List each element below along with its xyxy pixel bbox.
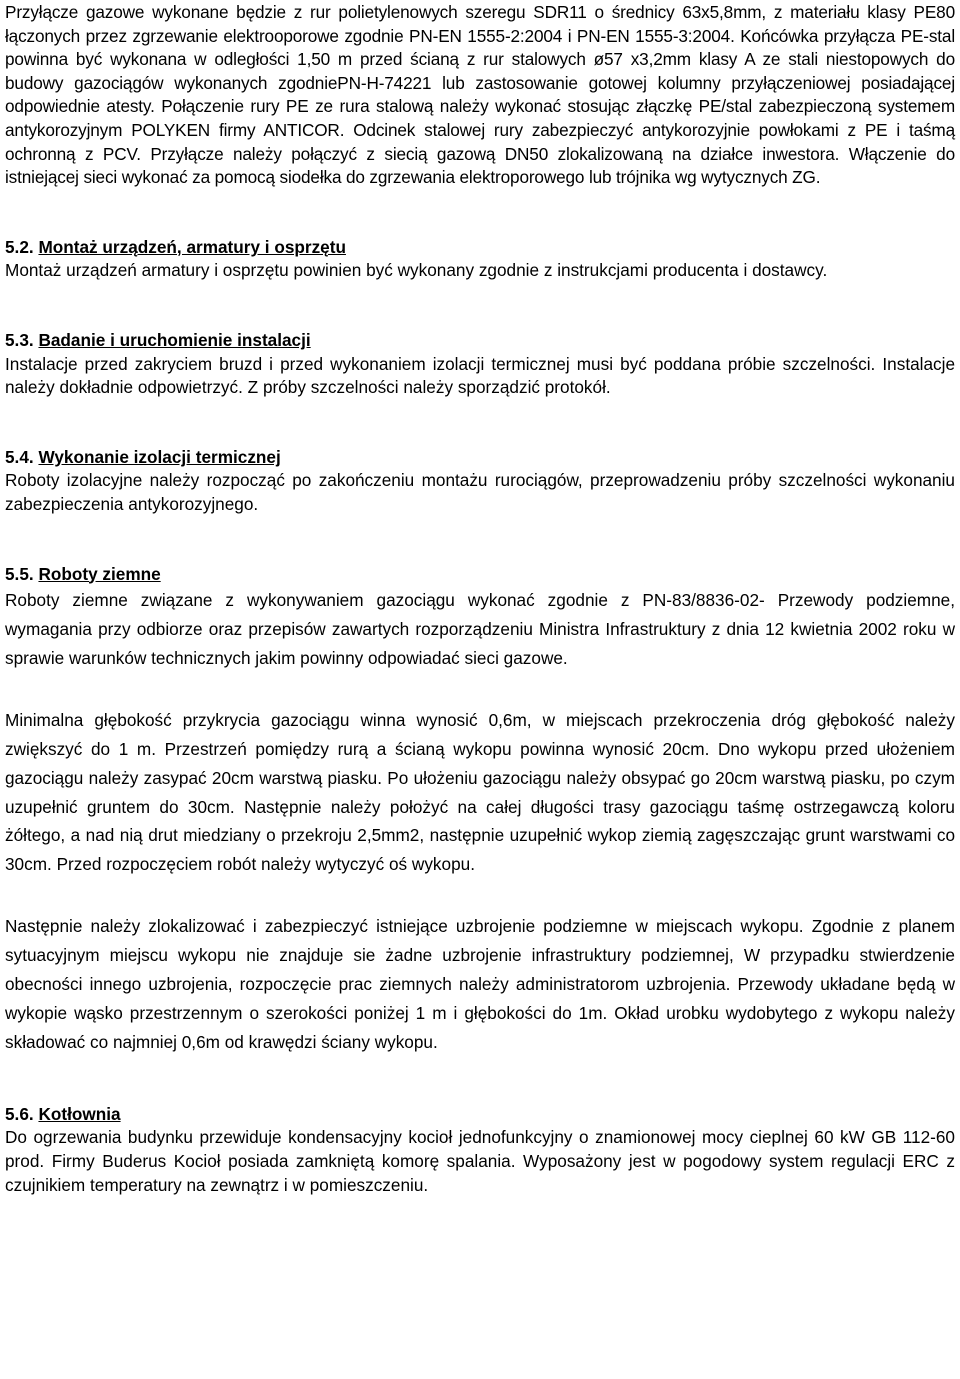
spacer: [5, 879, 955, 912]
section-paragraph: Minimalna głębokość przykrycia gazociągu winna wynosić 0,6m, w miejscach przekroczenia dróg głębokość należy zwiększyć do 1 m. Przestrzeń pomiędzy rurą a ścianą wykopu powinna wynosić 20cm. Dno wykopu przed ułożeniem gazociągu należy zasypać 20cm warstwą piasku. Po ułożeniu gazociągu należy obsypać go 20cm warstwą piasku, po czym uzupełnić gruntem do 30cm. Następnie należy położyć na całej długości trasy gazociągu taśmę ostrzegawczą koloru żółtego, a nad nią drut miedziany o przekroju 2,5mm2, następnie uzupełnić wykop ziemią zagęszczając grunt warstwami co 30cm. Przed rozpoczęciem robót należy wytyczyć oś wykopu.: [5, 709, 955, 875]
spacer: [5, 283, 955, 329]
spacer: [5, 1057, 955, 1103]
section-paragraph: Roboty ziemne związane z wykonywaniem gazociągu wykonać zgodnie z PN-83/8836-02- Przewody podziemne, wymagania przy odbiorze oraz przepisów zawartych rozporządzeniu Ministra Infrastruktury z dnia 12 kwietnia 2002 roku w sprawie warunków technicznych jakim powinny odpowiadać sieci gazowe.: [5, 590, 955, 668]
section-paragraph: Instalacje przed zakryciem bruzd i przed wykonaniem izolacji termicznej musi być poddana próbie szczelności. Instalacje należy dokładnie odpowietrzyć. Z próby szczelności należy sporządzić protokół.: [5, 353, 955, 398]
section-paragraph: Roboty izolacyjne należy rozpocząć po zakończeniu montażu rurociągów, przeprowadzeniu próby szczelności wykonaniu zabezpieczenia antykorozyjnego.: [5, 470, 955, 514]
section-number: 5.5.: [5, 563, 34, 584]
section-5-2: [5, 236, 955, 283]
section-5-6: [5, 1103, 955, 1197]
section-5-3: [5, 329, 955, 400]
section-paragraph: Do ogrzewania budynku przewiduje kondensacyjny kocioł jednofunkcyjny o znamionowej mocy cieplnej 60 kW GB 112-60 prod. Firmy Buderus Kocioł posiada zamkniętą komorę spalania. Wyposażony jest w pogodowy system regulacji ERC z czujnikiem temperatury na zewnątrz i w pomieszczeniu.: [5, 1127, 955, 1195]
section-paragraph: Montaż urządzeń armatury i osprzętu powinien być wykonany zgodnie z instrukcjami producenta i dostawcy.: [5, 260, 828, 281]
section-heading: [5, 236, 955, 260]
section-title: Wykonanie izolacji termicznej: [38, 446, 281, 467]
section-5-5: [5, 563, 955, 1057]
section-heading: [5, 1103, 955, 1127]
section-heading: [5, 446, 955, 470]
section-number: 5.4.: [5, 446, 34, 467]
section-paragraph: Następnie należy zlokalizować i zabezpieczyć istniejące uzbrojenie podziemne w miejscach wykopu. Zgodnie z planem sytuacyjnym miejscu wykopu nie znajduje sie żadne uzbrojenie infrastruktury podziemnej, W przypadku stwierdzenie obecności innego uzbrojenia, rozpoczęcie prac ziemnych należy administratorom uzbrojenia. Przewody układane będą w wykopie wąsko przestrzennym o szerokości poniżej 1 m i głębokości do 1m. Okład urobku wydobytego z wykopu należy składować co najmniej 0,6m od krawędzi ściany wykopu.: [5, 916, 955, 1052]
section-number: 5.2.: [5, 236, 34, 257]
section-title: Roboty ziemne: [38, 563, 161, 584]
document-page: [5, 0, 955, 1197]
spacer: [5, 400, 955, 446]
spacer: [5, 517, 955, 563]
spacer: [5, 673, 955, 706]
section-number: 5.3.: [5, 329, 34, 350]
section-number: 5.6.: [5, 1103, 34, 1124]
section-heading: [5, 329, 955, 353]
section-title: Kotłownia: [38, 1103, 121, 1124]
section-title: Montaż urządzeń, armatury i osprzętu: [38, 236, 346, 257]
section-title: Badanie i uruchomienie instalacji: [38, 329, 311, 350]
intro-paragraph: Przyłącze gazowe wykonane będzie z rur polietylenowych szeregu SDR11 o średnicy 63x5,8mm, z materiału klasy PE80 łączonych przez zgrzewanie elektrooporowe zgodnie PN-EN 1555-2:2004 i PN-EN 1555-3:2004. Końcówka przyłącza PE-stal powinna być wykonana w odległości 1,50 m przed ścianą z rur stalowych ø57 x3,2mm klasy A ze stali niestopowych do budowy gazociągów wykonanych zgodniePN-H-74221 lub zastosowanie gotowej kolumny przyłączeniowej posiadającej odpowiednie atesty. Połączenie rury PE ze rura stalową należy wykonać stosując złączkę PE/stal zabezpieczoną systemem antykorozyjnym POLYKEN firmy ANTICOR. Odcinek stalowej rury zabezpieczyć antykorozyjnie powłokami z PE i taśmą ochronną z PCV. Przyłącze należy połączyć z siecią gazową DN50 zlokalizowaną na działce inwestora. Włączenie do istniejącej sieci wykonać za pomocą siodełka do zgrzewania elektroporowego lub trójnika wg wytycznych ZG.: [5, 2, 955, 188]
section-5-4: [5, 446, 955, 517]
spacer: [5, 190, 955, 236]
section-heading: [5, 563, 955, 587]
